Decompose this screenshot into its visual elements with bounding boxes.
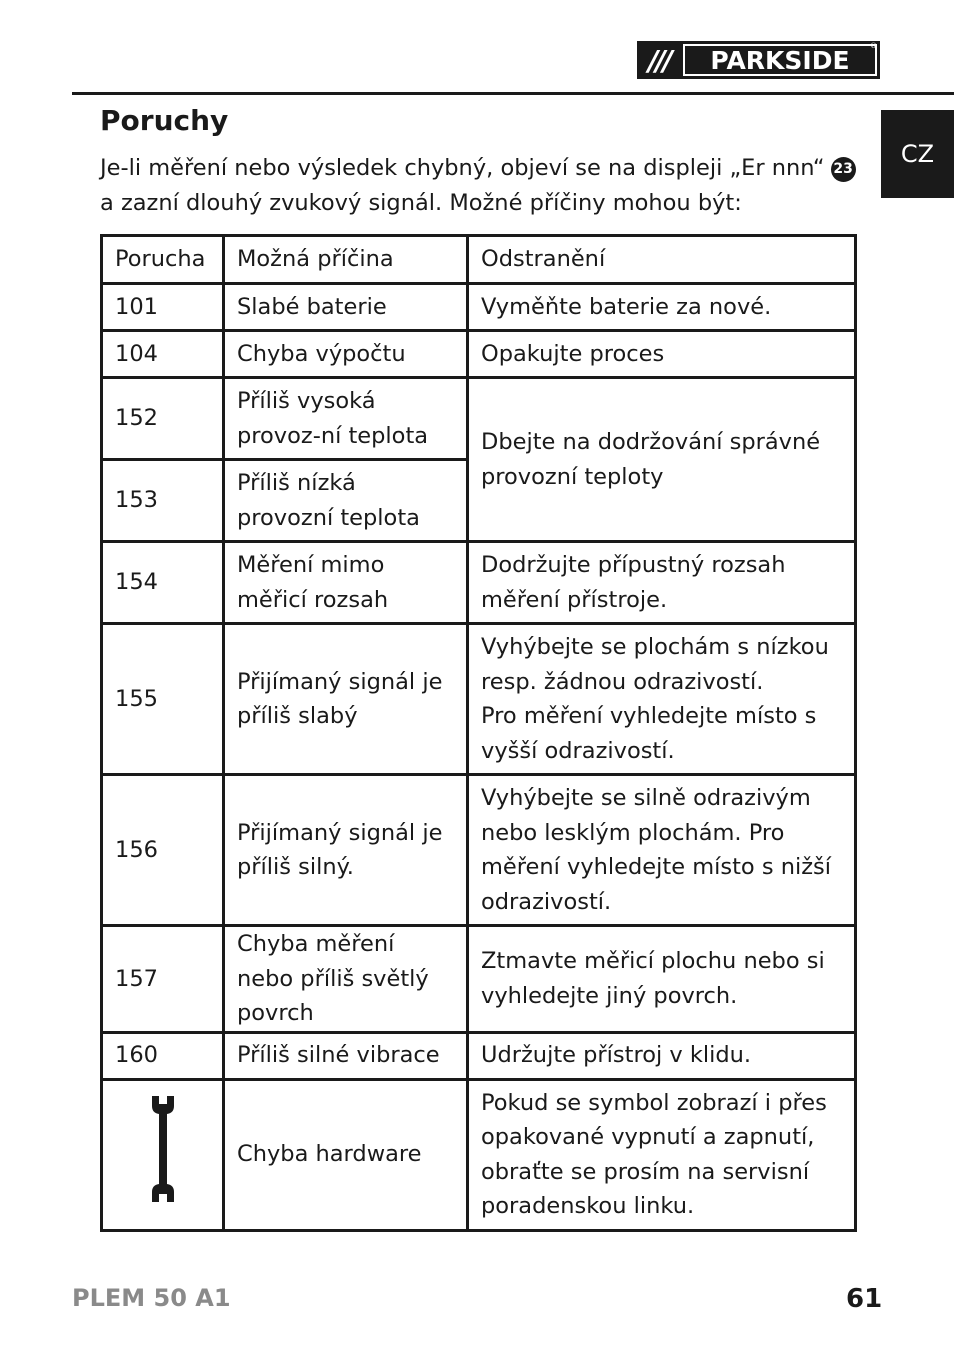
- header-remedy: Odstranění: [468, 236, 856, 284]
- table-row: [102, 775, 856, 926]
- logo-registered-mark: ®: [870, 42, 877, 50]
- fault-remedy: Vyměňte baterie za nové.: [468, 284, 856, 331]
- parkside-logo: [637, 41, 880, 79]
- table-row: [102, 284, 856, 331]
- fault-code-icon-cell: [102, 1079, 224, 1230]
- fault-cause: Chyba výpočtu: [224, 331, 468, 378]
- fault-cause: Slabé baterie: [224, 284, 468, 331]
- fault-code: 160: [102, 1032, 224, 1079]
- language-tab: CZ: [881, 110, 954, 198]
- fault-code: 157: [102, 926, 224, 1033]
- fault-remedy: Pokud se symbol zobrazí i přes opakované vypnutí a zapnutí, obraťte se prosím na servisní poradenskou linku.: [468, 1079, 856, 1230]
- fault-code: 152: [102, 378, 224, 460]
- fault-remedy: Ztmavte měřicí plochu nebo si vyhledejte jiný povrch.: [468, 926, 856, 1033]
- intro-line-1: Je-li měření nebo výsledek chybný, objeví se na displeji „Er nnn“: [100, 155, 825, 181]
- fault-cause: Příliš nízká provozní teplota: [224, 460, 468, 542]
- fault-code: 155: [102, 624, 224, 775]
- intro-line-2: a zazní dlouhý zvukový signál. Možné příčiny mohou být:: [100, 190, 742, 216]
- footer-model: PLEM 50 A1: [72, 1284, 231, 1312]
- fault-code: 101: [102, 284, 224, 331]
- header-cause: Možná příčina: [224, 236, 468, 284]
- table-row: [102, 926, 856, 1033]
- fault-code: 153: [102, 460, 224, 542]
- fault-remedy: Dodržujte přípustný rozsah měření přístroje.: [468, 542, 856, 624]
- header-fault: Porucha: [102, 236, 224, 284]
- fault-cause: Chyba hardware: [224, 1079, 468, 1230]
- fault-cause: Měření mimo měřicí rozsah: [224, 542, 468, 624]
- table-row: [102, 542, 856, 624]
- header-rule: [72, 92, 954, 95]
- fault-cause: Příliš silné vibrace: [224, 1032, 468, 1079]
- remedy-line: Vyhýbejte se plochám s nízkou resp. žádnou odrazivostí.: [481, 634, 829, 695]
- wrench-icon: [148, 1094, 178, 1204]
- intro-paragraph: [100, 151, 860, 221]
- fault-code: 156: [102, 775, 224, 926]
- fault-remedy: [468, 624, 856, 775]
- table-row: [102, 624, 856, 775]
- logo-box: [683, 44, 877, 76]
- fault-remedy: Vyhýbejte se silně odrazivým nebo lesklým plochám. Pro měření vyhledejte místo s nižší odrazivostí.: [468, 775, 856, 926]
- fault-cause: Příliš vysoká provoz-ní teplota: [224, 378, 468, 460]
- fault-remedy: Dbejte na dodržování správné provozní teploty: [468, 378, 856, 542]
- table-row: [102, 1079, 856, 1230]
- fault-remedy: Opakujte proces: [468, 331, 856, 378]
- table-header-row: [102, 236, 856, 284]
- remedy-line: Pro měření vyhledejte místo s vyšší odrazivostí.: [481, 703, 817, 764]
- fault-cause: Přijímaný signál je příliš slabý: [224, 624, 468, 775]
- table-row: [102, 1032, 856, 1079]
- page-number: 61: [846, 1284, 883, 1314]
- logo-slashes: ///: [648, 43, 670, 77]
- fault-remedy: Udržujte přístroj v klidu.: [468, 1032, 856, 1079]
- table-row: [102, 378, 856, 460]
- table-row: [102, 331, 856, 378]
- section-heading: Poruchy: [100, 104, 229, 137]
- fault-table: [100, 234, 857, 1232]
- fault-code: 104: [102, 331, 224, 378]
- fault-cause: Přijímaný signál je příliš silný.: [224, 775, 468, 926]
- fault-cause: Chyba měření nebo příliš světlý povrch: [224, 926, 468, 1033]
- callout-badge: 23: [831, 157, 856, 182]
- logo-text: PARKSIDE: [710, 45, 850, 75]
- fault-code: 154: [102, 542, 224, 624]
